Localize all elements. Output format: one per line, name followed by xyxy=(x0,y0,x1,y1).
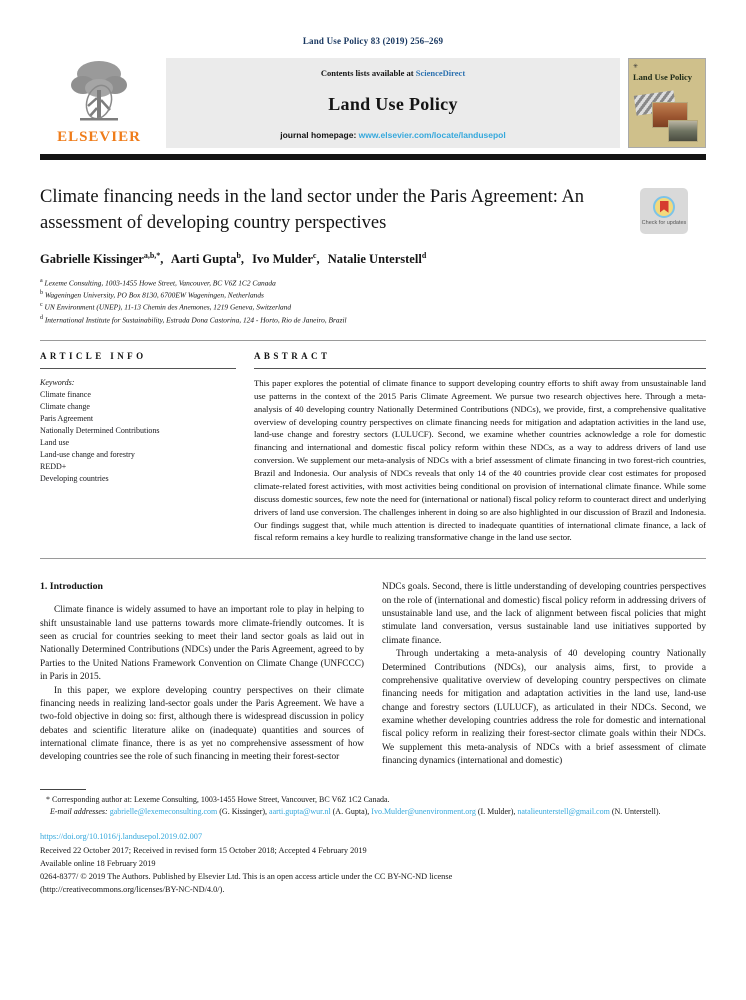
author: Ivo Mulder$^c$, xyxy=(252,250,320,266)
received-dates: Received 22 October 2017; Received in revised form 15 October 2018; Accepted 4 February 2019 xyxy=(40,845,367,855)
elsevier-wordmark: ELSEVIER xyxy=(57,129,141,145)
article-title: Climate financing needs in the land sector under the Paris Agreement: An assessment of developing country perspectives xyxy=(40,187,585,234)
keyword: REDD+ xyxy=(40,461,67,471)
section-divider xyxy=(40,558,706,559)
cover-photo-landscape xyxy=(669,121,697,141)
check-updates-label: Check for updates xyxy=(641,219,687,226)
journal-homepage-link[interactable]: www.elsevier.com/locate/landusepol xyxy=(358,130,506,140)
journal-cover-thumbnail xyxy=(628,58,706,148)
check-updates-icon xyxy=(653,196,675,218)
cover-title: Land Use Policy xyxy=(633,72,693,82)
introduction-heading: 1. Introduction xyxy=(40,581,103,593)
email-addresses-line: E-mail addresses: gabrielle@lexemeconsulting.com (G. Kissinger), aarti.gupta@wur.nl (A. Gupta), Ivo.Mulder@unenvironment.org (I. Mulder), natalieunterstell@gmail.com (N. Unterstell). xyxy=(50,806,661,816)
contents-available-line xyxy=(172,68,614,78)
title-row xyxy=(40,184,706,237)
corresponding-author-note: * Corresponding author at: Lexeme Consulting, 1003-1455 Howe Street, Vancouver, BC V6Z 1C2 Canada. xyxy=(46,794,390,804)
email-label: E-mail addresses: xyxy=(50,806,110,816)
keyword: Land use xyxy=(40,437,70,447)
keyword: Nationally Determined Contributions xyxy=(40,425,160,435)
intro-paragraph: NDCs goals. Second, there is little understanding of developing countries perspectives on the role of (international and domestic) fiscal policy reform in addressing drivers of unsustainable land use, and the lack of alignment between fiscal policies that might stimulate land conversation, versus sustainable land use initiatives supported by climate finance. xyxy=(382,582,706,646)
abstract-text: This paper explores the potential of climate finance to support developing country efforts to shift away from unsustainable land use patterns in the context of the 2015 Paris Climate Agreement. We pursue two research objectives here. Through a meta-analysis of 40 developing country Nationally Determined Contributions (NDCs), we provide, first, a comprehensive qualitative overview of developing country perspectives on climate financing needs for mitigation and adaptation activities in the land use, land-use change and forestry sectors (LULUCF). Second, we examine whether countries acknowledge a role for domestic financing and international and domestic fiscal policy reform within these NDCs, as a way to address drivers of land use conversion. We supplement our meta-analysis of NDCs with a brief assessment of climate financing in two forest-rich countries, Brazil and Indonesia. Our analysis of NDCs reveals that only 14 of the 40 countries provide clear cost estimates for proposed climate-related forest activities, with most activities being conditional on provision of international climate finance. While some discuss domestic sources, few note the need for (international or national) fiscal policy reform to counteract direct and underlying drivers of land use conversion. The challenges inherent in doing so are also highlighted in our discussion of Brazil and Indonesia. Our findings suggest that, while much attention is directed to inadequate quantities of international climate finance, a lack of fiscal reform remains a key hurdle to realizing transformative change in the land use sector. xyxy=(254,377,706,543)
article-info-column xyxy=(40,351,236,544)
affiliations xyxy=(40,277,706,326)
keyword: Climate finance xyxy=(40,389,91,399)
check-for-updates-badge[interactable] xyxy=(640,188,688,234)
cover-publisher-mark: ✳ xyxy=(633,64,639,70)
info-abstract-section xyxy=(40,351,706,544)
abstract-column xyxy=(254,351,706,544)
elsevier-tree-icon xyxy=(66,58,132,127)
section-divider xyxy=(40,340,706,341)
intro-paragraph: Climate finance is widely assumed to have an important role to play in helping to shift unsustainable land use patterns towards more climate-friendly outcomes. It is seen as crucial for countries seeking to meet their land sector goals as laid out in Nationally Determined Contributions (NDCs) under the Paris Agreement, agreed to by Parties to the United Nations Framework Convention on Climate Change (UNFCCC) in Paris in 2015. xyxy=(40,605,364,683)
keyword: Developing countries xyxy=(40,473,109,483)
affiliation: $^b$ Wageningen University, PO Box 8130, 6700EW Wageningen, Netherlands xyxy=(40,290,264,300)
author: Natalie Unterstell$^d$ xyxy=(327,250,427,266)
heading-rule xyxy=(40,368,236,369)
affiliation: $^a$ Lexeme Consulting, 1003-1455 Howe Street, Vancouver, BC V6Z 1C2 Canada xyxy=(40,277,276,288)
keyword: Land-use change and forestry xyxy=(40,449,135,459)
homepage-label: journal homepage: xyxy=(280,130,359,140)
available-online: Available online 18 February 2019 xyxy=(40,858,156,868)
affiliation: $^d$ International Institute for Sustainability, Estrada Dona Castorina, 124 - Horto, Rio de Janeiro, Brazil xyxy=(40,314,347,325)
keywords-label: Keywords: xyxy=(40,377,75,387)
email-link[interactable]: natalieunterstell@gmail.com xyxy=(517,806,610,816)
journal-homepage-line xyxy=(172,130,614,140)
journal-reference: Land Use Policy 83 (2019) 256–269 xyxy=(302,36,444,46)
footnote-divider xyxy=(40,789,86,790)
contents-label: Contents lists available at xyxy=(320,68,416,78)
email-link[interactable]: aarti.gupta@wur.nl xyxy=(269,806,331,816)
license-url: (http://creativecommons.org/licenses/BY-NC-ND/4.0/). xyxy=(40,885,225,895)
author: Aarti Gupta$^b$, xyxy=(170,250,245,266)
heading-rule xyxy=(254,368,706,369)
footnote-block xyxy=(40,789,706,819)
bookmark-icon xyxy=(660,201,669,213)
affiliation: $^c$ UN Environment (UNEP), 11-13 Chemin des Anemones, 1219 Geneva, Switzerland xyxy=(40,302,292,312)
keyword: Climate change xyxy=(40,401,90,411)
intro-paragraph: In this paper, we explore developing country perspectives on their climate financing needs in realizing land-sector goals under the Paris Agreement. We have a two-fold objective in doing so: first, although there is widespread discussion in policy debates and scientific literature alike on (inadequate) quantities and sources of international climate finance, there is as yet no comprehensive assessment of how developing countries see the role of such financing in meeting their forest-sector xyxy=(40,685,364,763)
email-link[interactable]: gabrielle@lexemeconsulting.com xyxy=(109,806,218,816)
sciencedirect-link[interactable]: ScienceDirect xyxy=(415,68,466,78)
elsevier-logo xyxy=(40,58,158,148)
keyword: Paris Agreement xyxy=(40,413,94,423)
article-info-heading: ARTICLE INFO xyxy=(40,350,147,361)
email-link[interactable]: Ivo.Mulder@unenvironment.org xyxy=(371,806,476,816)
author: Gabrielle Kissinger$^{a,b,*}$, xyxy=(40,250,164,266)
doi-link[interactable]: https://doi.org/10.1016/j.landusepol.2019.02.007 xyxy=(40,832,203,842)
journal-title: Land Use Policy xyxy=(328,93,458,114)
intro-paragraph: Through undertaking a meta-analysis of 40 developing country Nationally Determined Contributions (NDCs), our analysis aims, first, to provide a comprehensive qualitative overview of developing country perspectives on climate financing needs for mitigation and adaptation activities in the land use, land-use change and forestry sectors (LULUCF), as articulated in their NDCs. Second, we examine whether developing countries address the role for domestic and international fiscal policy reform in realizing their forest-sector climate goals within their NDCs. We supplement this meta-analysis of NDCs with a brief assessment of climate financing dynamics (international and domestic) xyxy=(382,649,706,767)
masthead-center-panel xyxy=(166,58,620,148)
masthead xyxy=(40,58,706,148)
right-column xyxy=(382,581,706,768)
abstract-heading: ABSTRACT xyxy=(254,350,331,361)
author-list xyxy=(40,251,706,267)
article-footer xyxy=(40,830,706,896)
masthead-divider-bar xyxy=(40,154,706,160)
left-column xyxy=(40,581,364,768)
introduction-section xyxy=(40,581,706,768)
copyright-line: 0264-8377/ © 2019 The Authors. Published by Elsevier Ltd. This is an open access article under the CC BY-NC-ND license xyxy=(40,872,453,882)
